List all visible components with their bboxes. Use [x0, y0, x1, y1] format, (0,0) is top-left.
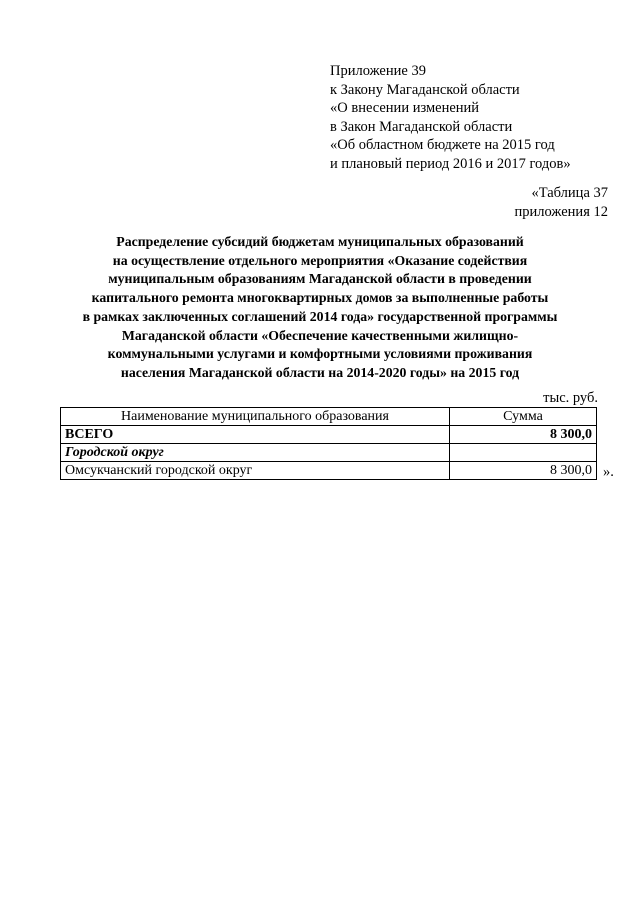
- table-reference-line: приложения 12: [514, 203, 608, 220]
- title-line: муниципальным образованиям Магаданской области в проведении: [108, 271, 532, 287]
- table-header-row: [61, 408, 597, 426]
- row-name: ВСЕГО: [61, 426, 450, 444]
- table-row: [61, 462, 597, 480]
- units-label: тыс. руб.: [543, 390, 598, 406]
- appendix-line: и плановый период 2016 и 2017 годов»: [330, 155, 571, 172]
- appendix-line: в Закон Магаданской области: [330, 118, 513, 135]
- row-sum: [450, 444, 597, 462]
- closing-quote: ».: [603, 464, 614, 480]
- title-line: Распределение субсидий бюджетам муниципальных образований: [116, 234, 524, 249]
- row-sum: 8 300,0: [450, 462, 597, 480]
- table-reference-line: «Таблица 37: [531, 185, 608, 201]
- row-sum: 8 300,0: [450, 426, 597, 444]
- subsidy-table: [60, 407, 597, 480]
- appendix-line: к Закону Магаданской области: [330, 81, 520, 98]
- title-line: коммунальными услугами и комфортными условиями проживания: [107, 346, 533, 362]
- row-name: Омсукчанский городской округ: [61, 462, 450, 480]
- appendix-line: «О внесении изменений: [330, 100, 480, 116]
- appendix-line: Приложение 39: [330, 63, 426, 79]
- header-name: Наименование муниципального образования: [61, 408, 450, 426]
- title-line: населения Магаданской области на 2014-2020 годы» на 2015 год: [120, 364, 520, 380]
- title-line: в рамках заключенных соглашений 2014 года» государственной программы: [82, 308, 558, 324]
- appendix-header: [330, 62, 571, 173]
- table-row-total: [61, 426, 597, 444]
- header-sum: Сумма: [450, 408, 597, 426]
- row-name: Городской округ: [61, 444, 450, 462]
- title-line: Магаданской области «Обеспечение качественными жилищно-: [121, 327, 519, 343]
- title-line: капитального ремонта многоквартирных домов за выполненные работы: [91, 290, 549, 306]
- table-row-group: [61, 444, 597, 462]
- appendix-line: «Об областном бюджете на 2015 год: [330, 137, 555, 153]
- document-title: [40, 233, 600, 383]
- table-reference: [515, 184, 608, 221]
- title-line: на осуществление отдельного мероприятия «Оказание содействия: [112, 252, 528, 268]
